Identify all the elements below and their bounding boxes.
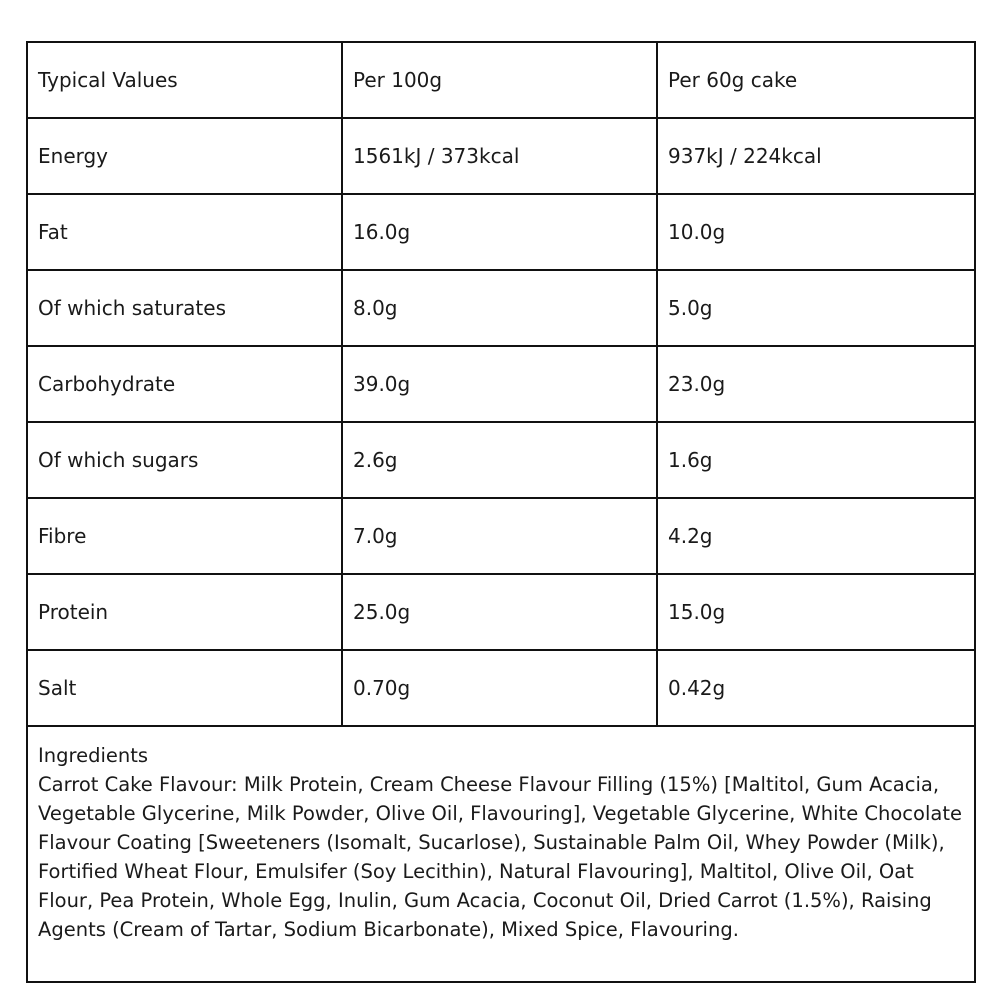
ingredients-text: Carrot Cake Flavour: Milk Protein, Cream Cheese Flavour Filling (15%) [Maltitol, Gum Acacia, Vegetable Glycerine, Milk Powder, Olive Oil, Flavouring], Vegetable Glycerine, White Chocolate Flavour Coating [Sweeteners (Isomalt, Sucarlose), Sustainable Palm Oil, Whey Powder (Milk), Fortified Wheat Flour, Emulsifer (Soy Lecithin), Natural Flavouring], Maltitol, Olive Oil, Oat Flour, Pea Protein, Whole Egg, Inulin, Gum Acacia, Coconut Oil, Dried Carrot (1.5%), Raising Agents (Cream of Tartar, Sodium Bicarbonate), Mixed Spice, Flavouring. <box>38 773 962 941</box>
row-per-60g-value: 15.0g <box>657 574 975 650</box>
table-row <box>27 422 975 498</box>
row-label: Of which saturates <box>27 270 342 346</box>
row-per-100g-value: 16.0g <box>342 194 657 270</box>
row-label: Salt <box>27 650 342 726</box>
table-header-row <box>27 42 975 118</box>
table-row <box>27 574 975 650</box>
row-label: Of which sugars <box>27 422 342 498</box>
table-row <box>27 650 975 726</box>
table-row <box>27 270 975 346</box>
row-per-100g-value: 7.0g <box>342 498 657 574</box>
row-label: Carbohydrate <box>27 346 342 422</box>
row-per-60g-value: 5.0g <box>657 270 975 346</box>
row-per-60g-value: 0.42g <box>657 650 975 726</box>
ingredients-cell <box>27 726 975 982</box>
row-per-60g-value: 937kJ / 224kcal <box>657 118 975 194</box>
row-label: Energy <box>27 118 342 194</box>
row-per-100g-value: 39.0g <box>342 346 657 422</box>
row-per-100g-value: 25.0g <box>342 574 657 650</box>
header-per-100g: Per 100g <box>342 42 657 118</box>
row-label: Fibre <box>27 498 342 574</box>
row-per-100g-value: 8.0g <box>342 270 657 346</box>
nutrition-table <box>26 41 976 983</box>
row-per-60g-value: 4.2g <box>657 498 975 574</box>
table-row <box>27 194 975 270</box>
row-per-100g-value: 2.6g <box>342 422 657 498</box>
ingredients-row <box>27 726 975 982</box>
header-per-60g-cake: Per 60g cake <box>657 42 975 118</box>
row-per-60g-value: 1.6g <box>657 422 975 498</box>
header-typical-values: Typical Values <box>27 42 342 118</box>
ingredients-title: Ingredients <box>38 744 149 767</box>
table-row <box>27 118 975 194</box>
row-per-60g-value: 10.0g <box>657 194 975 270</box>
row-per-100g-value: 0.70g <box>342 650 657 726</box>
row-label: Protein <box>27 574 342 650</box>
row-label: Fat <box>27 194 342 270</box>
table-row <box>27 346 975 422</box>
row-per-100g-value: 1561kJ / 373kcal <box>342 118 657 194</box>
row-per-60g-value: 23.0g <box>657 346 975 422</box>
table-row <box>27 498 975 574</box>
